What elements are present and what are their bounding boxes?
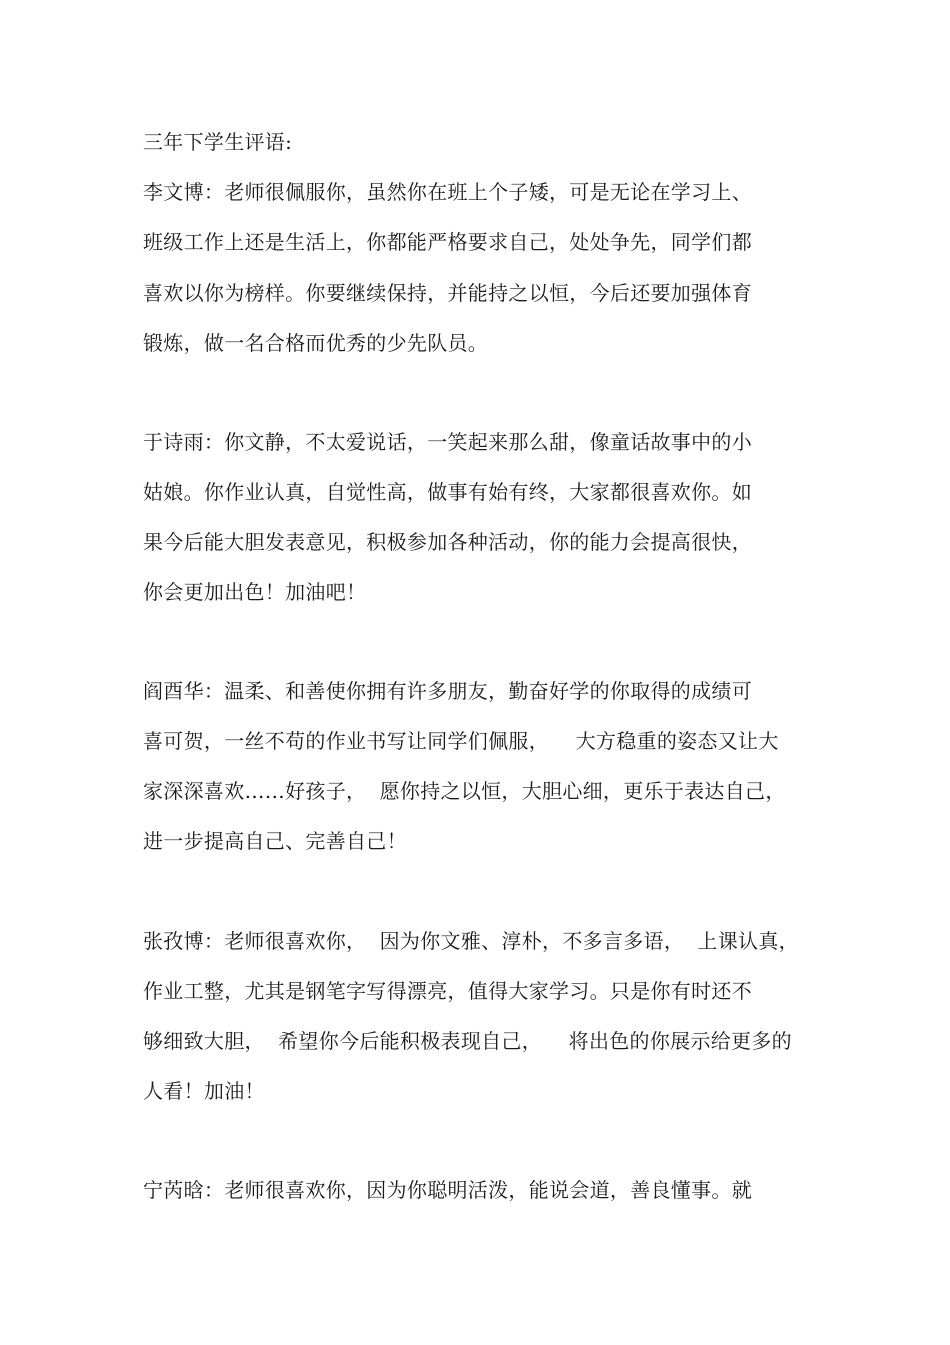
document-title: 三年下学生评语:: [143, 130, 293, 154]
comment-line: 锻炼，做一名合格而优秀的少先队员。: [143, 331, 489, 355]
comment-line: 果今后能大胆发表意见，积极参加各种活动，你的能力会提高很快，: [143, 530, 752, 554]
comment-line: 够细致大胆， 希望你今后能积极表现自己， 将出色的你展示给更多的: [143, 1029, 792, 1053]
comment-line: 作业工整，尤其是钢笔字写得漂亮，值得大家学习。只是你有时还不: [143, 979, 752, 1003]
comment-line: 李文博：老师很佩服你，虽然你在班上个子矮，可是无论在学习上、: [143, 180, 752, 204]
comment-line: 班级工作上还是生活上，你都能严格要求自己，处处争先，同学们都: [143, 230, 752, 254]
comment-line: 于诗雨：你文静，不太爱说话，一笑起来那么甜，像童话故事中的小: [143, 430, 752, 454]
comment-line: 喜欢以你为榜样。你要继续保持，并能持之以恒，今后还要加强体育: [143, 281, 752, 305]
comment-line: 姑娘。你作业认真，自觉性高，做事有始有终，大家都很喜欢你。如: [143, 480, 752, 504]
comment-line: 你会更加出色！加油吧！: [143, 580, 367, 604]
comment-line: 进一步提高自己、完善自己！: [143, 829, 407, 853]
comment-line: 人看！加油！: [143, 1079, 265, 1103]
comment-line: 张孜博：老师很喜欢你， 因为你文雅、淳朴，不多言多语， 上课认真，: [143, 929, 799, 953]
comment-line: 宁芮晗：老师很喜欢你，因为你聪明活泼，能说会道，善良懂事。就: [143, 1178, 752, 1202]
comment-line: 阎酉华：温柔、和善使你拥有许多朋友，勤奋好学的你取得的成绩可: [143, 679, 752, 703]
comment-line: 喜可贺，一丝不苟的作业书写让同学们佩服， 大方稳重的姿态又让大: [143, 729, 779, 753]
comment-line: 家深深喜欢……好孩子， 愿你持之以恒，大胆心细，更乐于表达自己，: [143, 779, 786, 803]
